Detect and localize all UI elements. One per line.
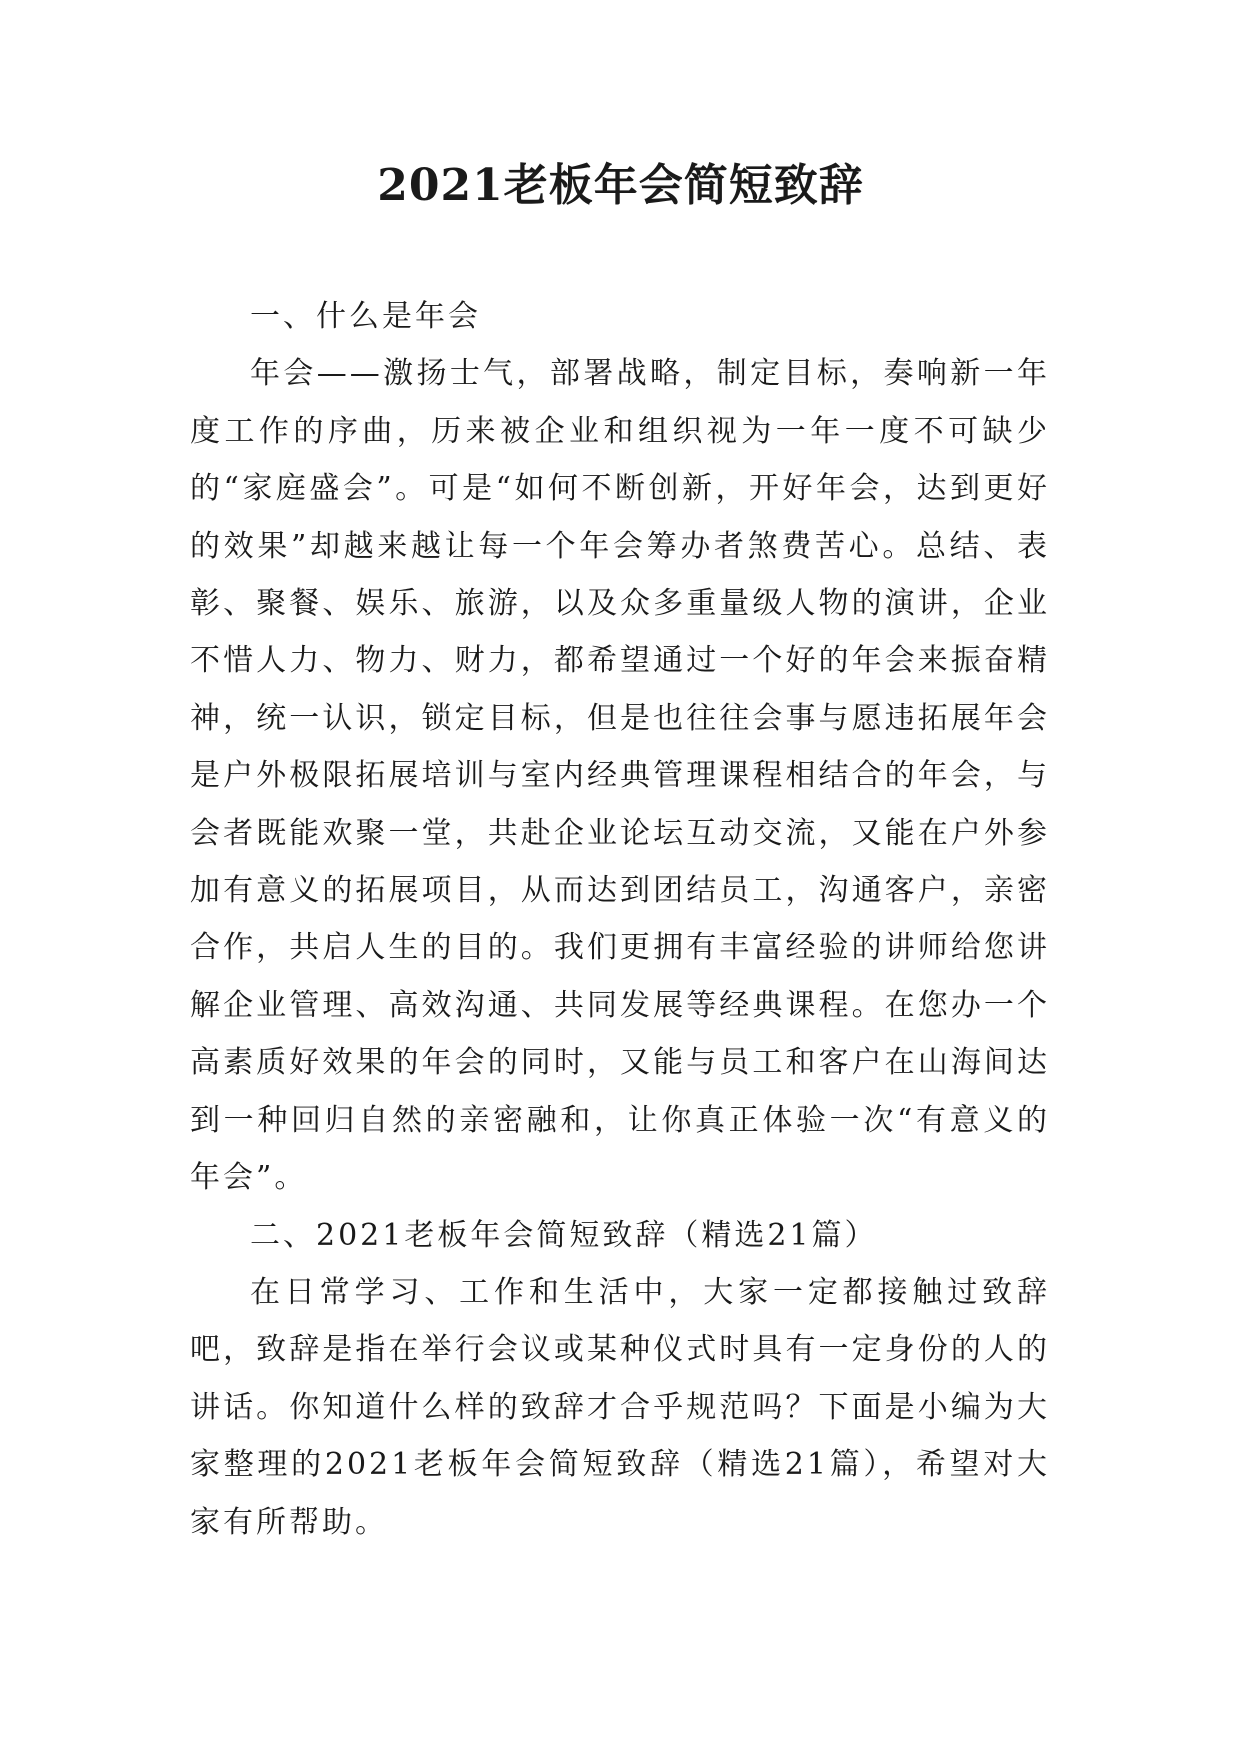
document-title: 2021老板年会简短致辞 bbox=[377, 160, 864, 211]
section-heading-1: 一、什么是年会 bbox=[250, 299, 481, 334]
body-paragraph: 年会——激扬士气，部署战略，制定目标，奏响新一年度工作的序曲，历来被企业和组织视为一年一度不可缺少的“家庭盛会”。可是“如何不断创新，开好年会，达到更好的效果”却越来越让每一个年会筹办者煞费苦心。总结、表彰、聚餐、娱乐、旅游，以及众多重量级人物的演讲，企业不惜人力、物力、财力，都希望通过一个好的年会来振奋精神，统一认识，锁定目标，但是也往往会事与愿违拓展年会是户外极限拓展培训与室内经典管理课程相结合的年会，与会者既能欢聚一堂，共赴企业论坛互动交流，又能在户外参加有意义的拓展项目，从而达到团结员工，沟通客户，亲密合作，共启人生的目的。我们更拥有丰富经验的讲师给您讲解企业管理、高效沟通、共同发展等经典课程。在您办一个高素质好效果的年会的同时，又能与员工和客户在山海间达到一种回归自然的亲密融和，让你真正体验一次“有意义的年会”。 bbox=[190, 356, 1050, 1196]
body-paragraph: 在日常学习、工作和生活中，大家一定都接触过致辞吧，致辞是指在举行会议或某种仪式时具有一定身份的人的讲话。你知道什么样的致辞才合乎规范吗？下面是小编为大家整理的2021老板年会简短致辞（精选21篇），希望对大家有所帮助。 bbox=[190, 1274, 1050, 1540]
document-body bbox=[190, 288, 1050, 1551]
section-heading-2: 二、2021老板年会简短致辞（精选21篇） bbox=[250, 1217, 878, 1253]
